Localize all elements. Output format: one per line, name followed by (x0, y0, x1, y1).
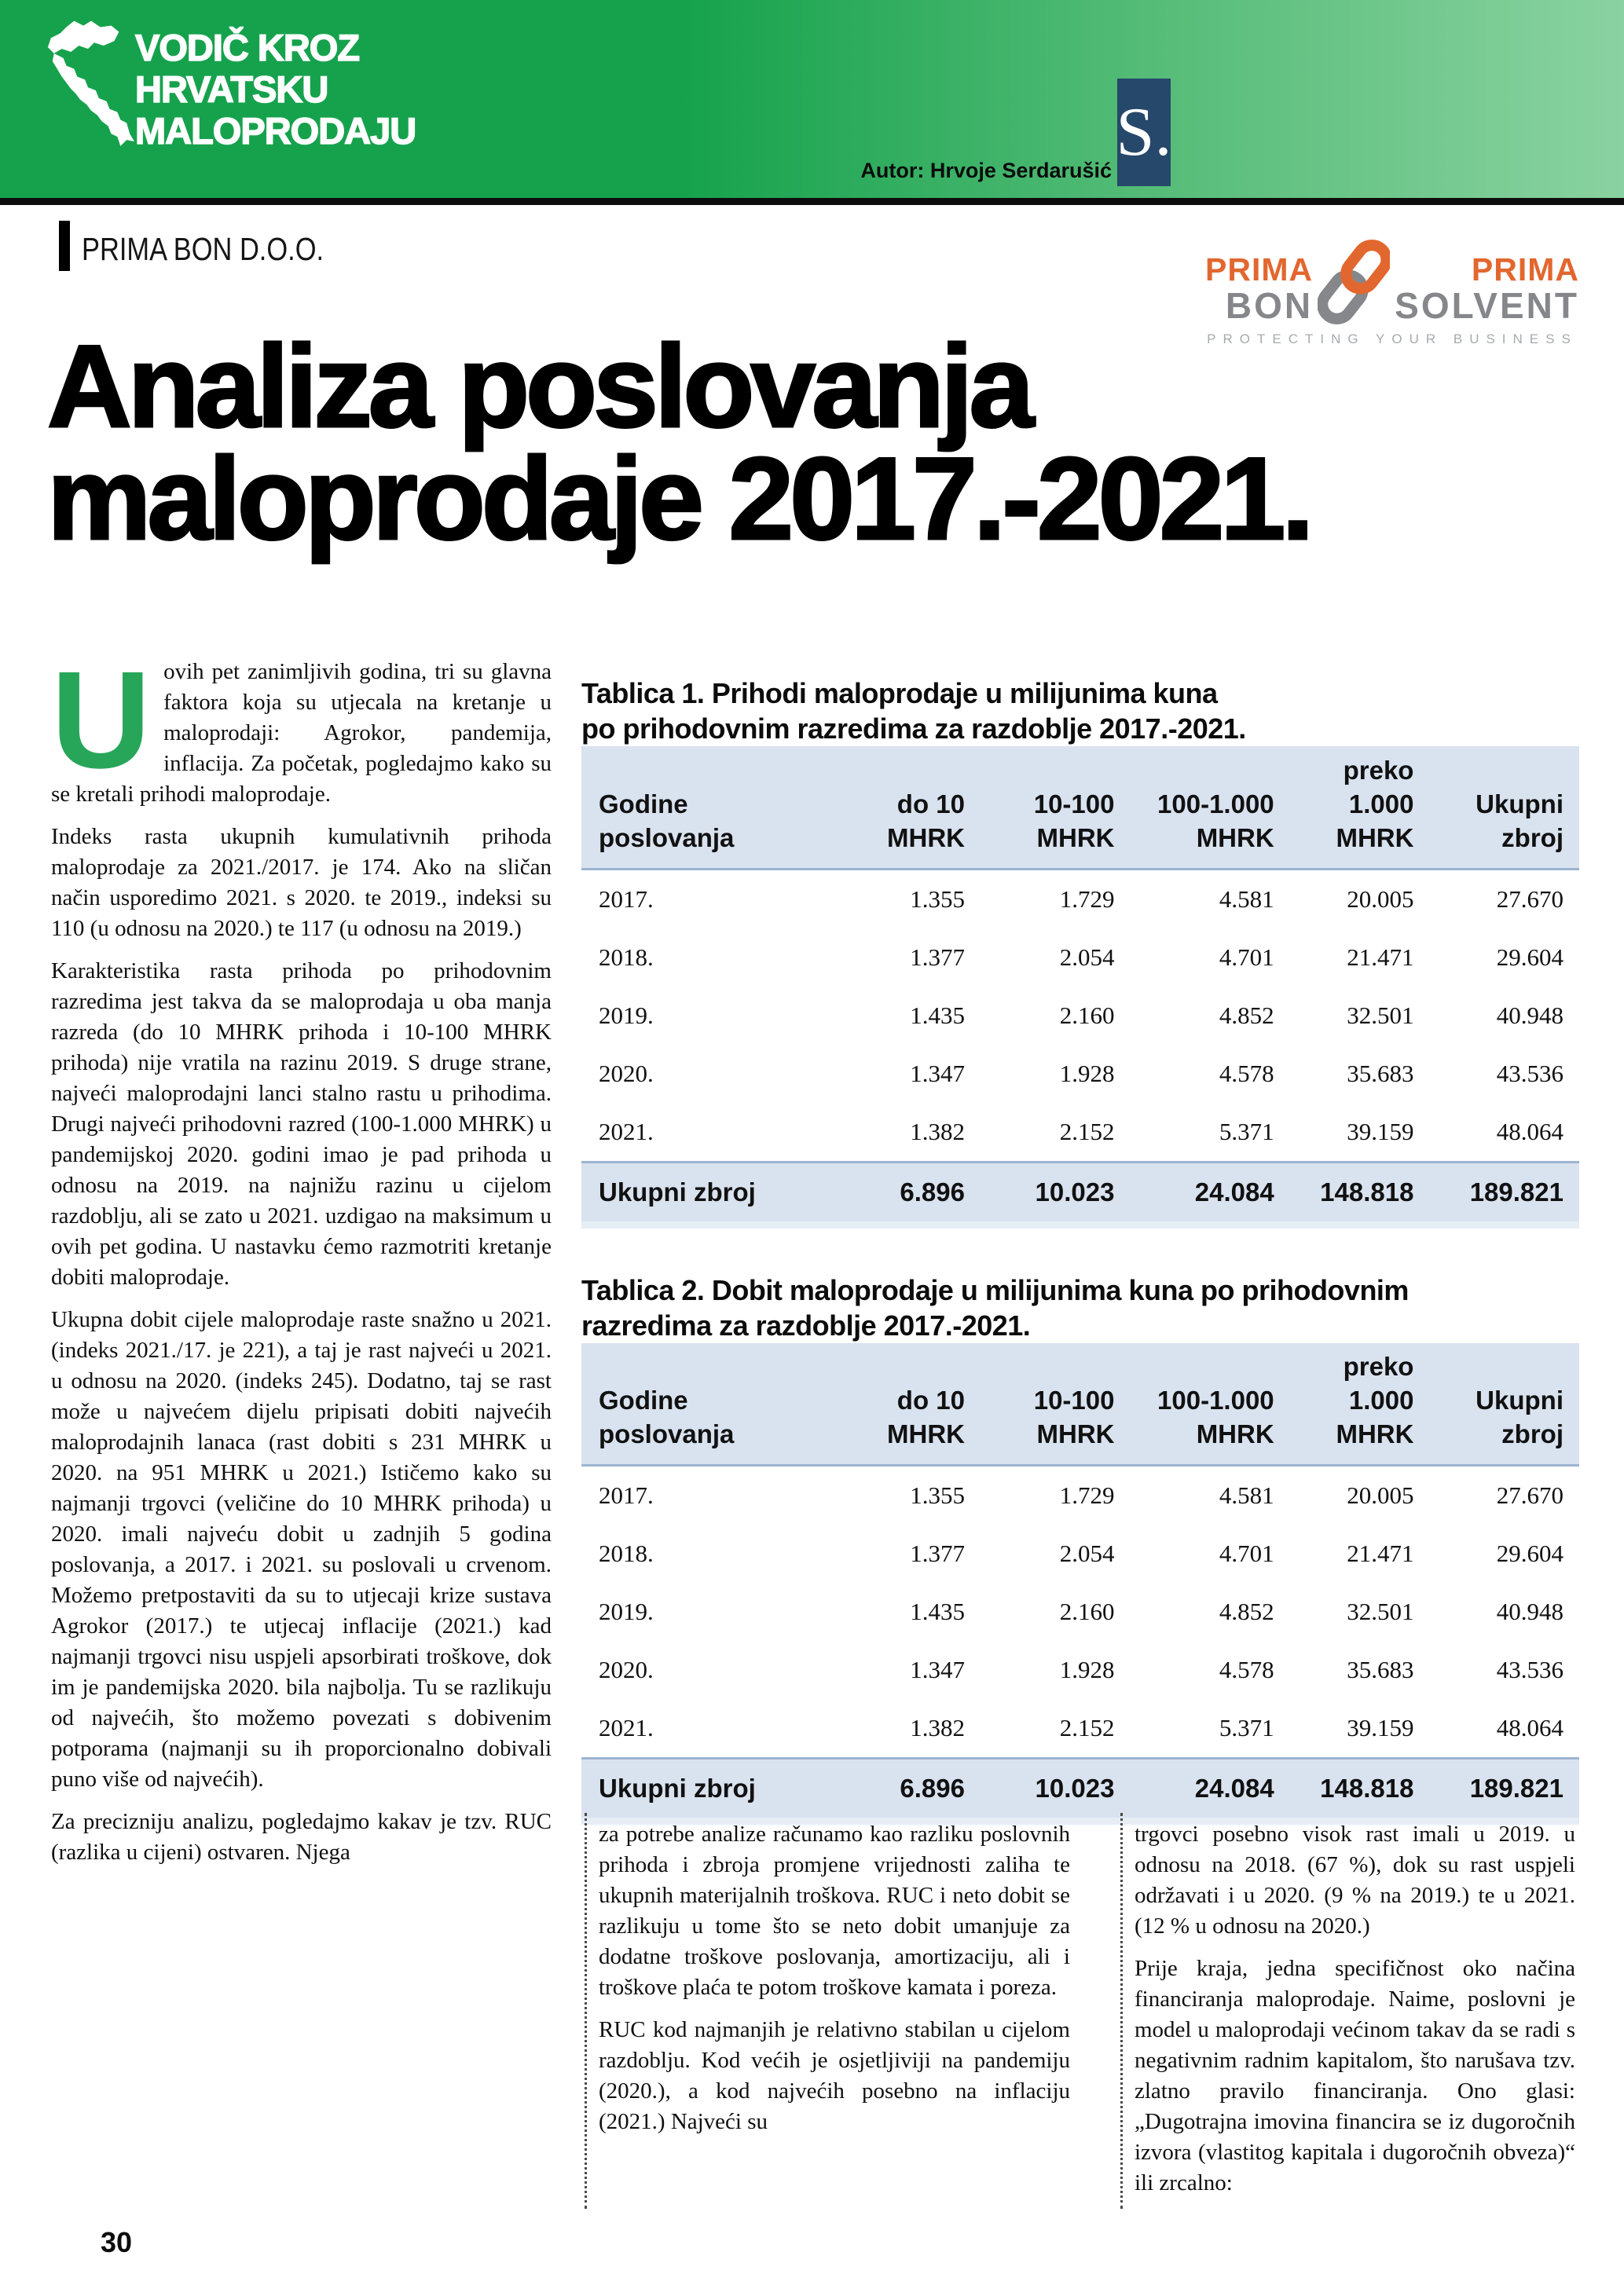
table1-caption (581, 676, 1579, 746)
table-prihodi (581, 746, 1579, 1229)
paragraph: Za precizniju analizu, pogledajmo kakav je tzv. RUC (razlika u cijeni) ostvaren. Njega (51, 1809, 552, 1865)
author-credit: Autor: Hrvoje Serdarušić (860, 159, 1112, 182)
paragraph: za potrebe analize računamo kao razliku poslovnih prihoda i zbroja promjene vrijednosti zaliha te ukupnih materijalnih troškova. RUC i neto dobit se razlikuju u tome što se neto dobit umanjuje za dodatne troškove poslovanja, amortizaciju, ali i troškove plaća te potom troškove kamata i poreza. (599, 1822, 1070, 2000)
table-total-row: Ukupni zbroj 6.896 10.023 24.084 148.818 189.821 (581, 1759, 1579, 1822)
col-header-100-1000: 100-1.000 MHRK (1130, 1343, 1289, 1466)
table-row: 2021. 1.382 2.152 5.371 39.159 48.064 (599, 1117, 1564, 1145)
bon-text: BON (1225, 285, 1314, 326)
section-label: PRIMA BON D.O.O. (82, 231, 324, 267)
column-divider (585, 1813, 587, 2209)
croatia-map-icon (43, 17, 136, 181)
title-line-1: Analiza poslovanja (47, 320, 1031, 452)
s-magazine-logo (1117, 79, 1171, 186)
solvent-text: SOLVENT (1395, 285, 1579, 326)
table-row: 2019. 1.435 2.160 4.852 32.501 40.948 (599, 1001, 1564, 1029)
paragraph-lead-text: ovih pet zanimljivih godina, tri su glavna faktora koja su utjecala na kretanje u maloprodaji: Agrokor, pandemija, inflacija. Za početak, pogledajmo kako su se kretali prihodi maloprodaje. (51, 659, 552, 807)
table-row: 2019. 1.435 2.160 4.852 32.501 40.948 (599, 1598, 1564, 1625)
table-row: 2018. 1.377 2.054 4.701 21.471 29.604 (599, 943, 1564, 971)
tables-block (581, 676, 1579, 1825)
brand-wordmark (135, 27, 416, 152)
col-header-10-100: 10-100 MHRK (981, 1343, 1131, 1466)
paragraph: Ukupna dobit cijele maloprodaje raste snažno u 2021. (indeks 2021./17. je 221), a taj je rast najveći u 2021. u odnosu na 2020. (indeks 245). Dodatno, taj se rast može u najvećem dijelu pripisati dobiti najvećih maloprodajnih lanaca (rast dobiti s 231 MHRK u 2020. na 951 MHRK u 2021.) Ističemo kako su najmanji trgovci (veličine do 10 MHRK prihoda) u 2020. imali najveću dobit u zadnjih 5 godina poslovanja, a 2017. i 2021. su poslovali u crvenom. Možemo pretpostaviti da su to utjecaji krize sustava Agrokor (2017.) te utjecaj inflacije (2021.) kad najmanji trgovci nisu uspjeli apsorbirati troškove, dok im je pandemijska 2020. bila najbolja. Tu se razlikuju od najvećih, što možemo povezati s dobivenim potporama (najmanji su ih proporcionalno dobivali puno više od najvećih). (51, 1307, 552, 1792)
table-header-row (581, 746, 1579, 869)
paragraph: Indeks rasta ukupnih kumulativnih prihoda maloprodaje za 2021./2017. je 174. Ako na sličan način usporedimo 2021. s 2020. te 2019., indeksi su 110 (u odnosu na 2020.) te 117 (u odnosu na 2019.) (51, 824, 552, 941)
paragraph: trgovci posebno visok rast imali u 2019. u odnosu na 2018. (67 %), dok su rast uspjeli održavati i u 2020. (9 % na 2019.) te u 2021. (12 % u odnosu na 2020.) (1135, 1822, 1575, 1939)
table-dobit (581, 1343, 1579, 1825)
table-row: 2018. 1.377 2.054 4.701 21.471 29.604 (599, 1540, 1564, 1567)
table2-caption-line1: Tablica 2. Dobit maloprodaje u milijunima kuna po prihodovnim (581, 1273, 1409, 1306)
col-header-ukupni: Ukupni zbroj (1429, 746, 1579, 869)
article-column-middle (599, 1819, 1070, 2149)
table2-caption-line2: razredima za razdoblje 2017.-2021. (581, 1309, 1031, 1342)
logo-tagline: PROTECTING YOUR BUSINESS (1207, 331, 1578, 346)
paragraph: RUC kod najmanjih je relativno stabilan u cijelom razdoblju. Kod većih je osjetljiviji na pandemiju (2020.), a kod najvećih posebno na inflaciju (2021.) Najveći su (599, 2017, 1070, 2134)
col-header-10-100: 10-100 MHRK (981, 746, 1131, 869)
table-row: 2020. 1.347 1.928 4.578 35.683 43.536 (599, 1656, 1564, 1683)
paragraph-lead (51, 643, 552, 810)
col-header-100-1000: 100-1.000 MHRK (1130, 746, 1289, 869)
top-banner (0, 0, 1624, 205)
article-column-left (51, 643, 552, 1880)
page-number: 30 (101, 2226, 133, 2258)
article-title (47, 320, 1311, 564)
col-header-do10: do 10 MHRK (841, 746, 981, 869)
table-row: 2020. 1.347 1.928 4.578 35.683 43.536 (599, 1059, 1564, 1087)
table1-caption-line1: Tablica 1. Prihodi maloprodaje u milijunima kuna (581, 677, 1218, 709)
prima-solvent-wordmark (1395, 251, 1579, 326)
prima-right-text: PRIMA (1471, 251, 1579, 287)
col-header-godine: Godine poslovanja (581, 1343, 841, 1466)
prima-left-text: PRIMA (1205, 251, 1314, 287)
col-header-preko1000: preko 1.000 MHRK (1290, 1343, 1430, 1466)
prima-bon-wordmark (1205, 251, 1314, 326)
brand-line-1: VODIČ KROZ (135, 27, 360, 68)
col-header-do10: do 10 MHRK (841, 1343, 981, 1466)
col-header-ukupni: Ukupni zbroj (1429, 1343, 1579, 1466)
title-line-2: maloprodaje 2017.-2021. (47, 433, 1311, 564)
table1-caption-line2: po prihodovnim razredima za razdoblje 2017.-2021. (581, 712, 1246, 745)
s-logo-letter: S. (1116, 93, 1172, 170)
brand-line-2: HRVATSKU (135, 68, 328, 110)
dropcap-u: U (51, 643, 152, 797)
paragraph: Prije kraja, jedna specifičnost oko načina financiranja maloprodaje. Naime, poslovni je model u maloprodaji većinom takav da se radi s negativnim radnim kapitalom, što narušava tzv. zlatno pravilo financiranja. Ono glasi: „Dugotrajna imovina financira se iz dugoročnih izvora (vlastitog kapitala i dugoročnih obveza)“ ili zrcalno: (1135, 1956, 1575, 2195)
table2-caption (581, 1273, 1579, 1343)
col-header-preko1000: preko 1.000 MHRK (1290, 746, 1430, 869)
section-tick-bar (59, 221, 70, 271)
table-total-row: Ukupni zbroj 6.896 10.023 24.084 148.818 189.821 (581, 1162, 1579, 1225)
article-column-right (1135, 1819, 1575, 2210)
table-row: 2017. 1.355 1.729 4.581 20.005 27.670 (599, 1481, 1564, 1509)
column-divider (1120, 1813, 1123, 2209)
table-header-row (581, 1343, 1579, 1466)
col-header-godine: Godine poslovanja (581, 746, 841, 869)
chain-links-icon (1318, 234, 1390, 330)
table-row: 2021. 1.382 2.152 5.371 39.159 48.064 (599, 1714, 1564, 1741)
paragraph: Karakteristika rasta prihoda po prihodovnim razredima jest takva da se maloprodaja u oba manja razreda (do 10 MHRK prihoda i 10-100 MHRK prihoda) nije vratila na razinu 2019. S druge strane, najveći maloprodajni lanci stalno rastu u prihodima. Drugi najveći prihodovni razred (100-1.000 MHRK) u pandemijskoj 2020. godini imao je pad prihoda u odnosu na 2019. na najnižu razinu u cijelom razdoblju, ali se zato u 2021. uzdigao na maksimum u ovih pet godina. U nastavku ćemo razmotriti kretanje dobiti maloprodaje. (51, 958, 552, 1290)
table-row: 2017. 1.355 1.729 4.581 20.005 27.670 (599, 884, 1564, 913)
brand-line-3: MALOPRODAJU (135, 110, 416, 152)
